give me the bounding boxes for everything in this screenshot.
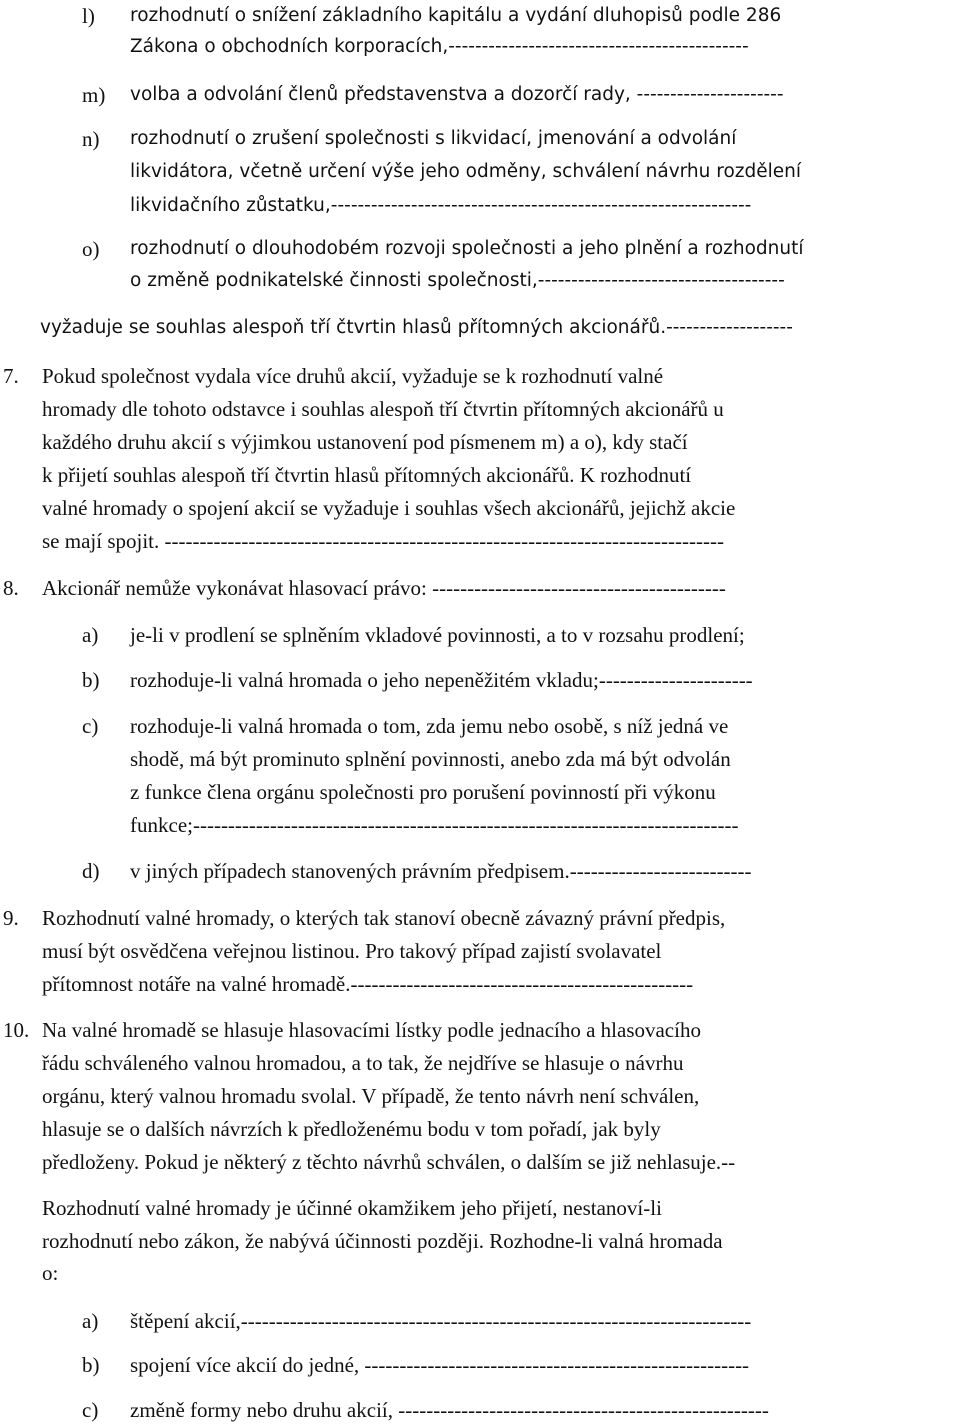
list-item-line: rozhoduje-li valná hromada o tom, zda jemu nebo osobě, s níž jedná ve	[130, 714, 729, 738]
list-item-line: rozhodnutí o dlouhodobém rozvoji společnosti a jeho plnění a rozhodnutí	[130, 238, 804, 259]
paragraph-line: rozhodnutí nebo zákon, že nabývá účinnosti později. Rozhodne-li valná hromada	[42, 1229, 723, 1253]
paragraph-line: řádu schváleného valnou hromadou, a to tak, že nejdříve se hlasuje o návrhu	[42, 1051, 684, 1075]
list-item-line: v jiných případech stanovených právním předpisem.--------------------------	[130, 859, 752, 883]
list-item-line: štěpení akcií,-------------------------------------------------------------------------	[130, 1309, 752, 1333]
list-item-line: je-li v prodlení se splněním vkladové povinnosti, a to v rozsahu prodlení;	[130, 623, 745, 647]
list-marker: c)	[82, 714, 99, 738]
list-item-line: likvidačního zůstatku,---------------------------------------------------------------	[130, 195, 752, 216]
paragraph-line: musí být osvědčena veřejnou listinou. Pro takový případ zajistí svolavatel	[42, 939, 662, 963]
paragraph-line: valné hromady o spojení akcií se vyžaduje i souhlas všech akcionářů, jejichž akcie	[42, 496, 736, 520]
paragraph-line: každého druhu akcií s výjimkou ustanovení pod písmenem m) a o), kdy stačí	[42, 430, 688, 454]
paragraph-heading: Akcionář nemůže vykonávat hlasovací právo: ------------------------------------------	[42, 576, 726, 600]
paragraph-line: hlasuje se o dalších návrzích k předloženému bodu v tom pořadí, jak byly	[42, 1117, 661, 1141]
list-item-line: rozhoduje-li valná hromada o jeho nepeněžitém vkladu;----------------------	[130, 668, 753, 692]
list-marker: l)	[82, 4, 95, 28]
list-item-line: rozhodnutí o zrušení společnosti s likvidací, jmenování a odvolání	[130, 128, 737, 149]
paragraph-line: Rozhodnutí valné hromady, o kterých tak stanoví obecně závazný právní předpis,	[42, 906, 726, 930]
list-item-line: shodě, má být prominuto splnění povinnosti, anebo zda má být odvolán	[130, 747, 731, 771]
paragraph-number: 9.	[3, 906, 19, 930]
paragraph-line: k přijetí souhlas alespoň tří čtvrtin hlasů přítomných akcionářů. K rozhodnutí	[42, 463, 692, 487]
list-marker: b)	[82, 1353, 100, 1377]
paragraph-line: Na valné hromadě se hlasuje hlasovacími lístky podle jednacího a hlasovacího	[42, 1018, 701, 1042]
list-marker: o)	[82, 237, 100, 261]
paragraph-line: Rozhodnutí valné hromady je účinné okamžikem jeho přijetí, nestanoví-li	[42, 1196, 662, 1220]
list-item-line: volba a odvolání členů představenstva a dozorčí rady, ----------------------	[130, 84, 784, 105]
paragraph-line: hromady dle tohoto odstavce i souhlas alespoň tří čtvrtin přítomných akcionářů u	[42, 397, 724, 421]
paragraph-line: o:	[42, 1261, 59, 1285]
paragraph-number: 10.	[3, 1018, 30, 1042]
list-marker: b)	[82, 668, 100, 692]
list-item-line: likvidátora, včetně určení výše jeho odměny, schválení návrhu rozdělení	[130, 161, 801, 182]
paragraph-line: se mají spojit. --------------------------------------------------------------------------------	[42, 529, 724, 553]
list-item-line: rozhodnutí o snížení základního kapitálu a vydání dluhopisů podle 286	[130, 5, 782, 26]
list-item-line: spojení více akcií do jedné, -------------------------------------------------------	[130, 1353, 750, 1377]
paragraph-line: přítomnost notáře na valné hromadě.-------------------------------------------------	[42, 972, 694, 996]
list-marker: d)	[82, 859, 100, 883]
list-marker: c)	[82, 1398, 99, 1422]
paragraph-number: 7.	[3, 364, 19, 388]
paragraph-line: předloženy. Pokud je některý z těchto návrhů schválen, o dalším se již nehlasuje.--	[42, 1150, 736, 1174]
list-item-line: změně formy nebo druhu akcií, -----------------------------------------------------	[130, 1398, 769, 1422]
list-item-line: funkce;------------------------------------------------------------------------------	[130, 813, 739, 837]
list-item-line: Zákona o obchodních korporacích,---------------------------------------------	[130, 36, 749, 57]
paragraph-number: 8.	[3, 576, 19, 600]
list-item-line: z funkce člena orgánu společnosti pro porušení povinností při výkonu	[130, 780, 716, 804]
paragraph-line: Pokud společnost vydala více druhů akcií, vyžaduje se k rozhodnutí valné	[42, 364, 664, 388]
list-marker: a)	[82, 623, 99, 647]
paragraph-line: orgánu, který valnou hromadu svolal. V případě, že tento návrh není schválen,	[42, 1084, 700, 1108]
list-marker: m)	[82, 83, 106, 107]
list-marker: a)	[82, 1309, 99, 1333]
consent-line: vyžaduje se souhlas alespoň tří čtvrtin hlasů přítomných akcionářů.-------------------	[40, 317, 793, 338]
list-item-line: o změně podnikatelské činnosti společnosti,-------------------------------------	[130, 270, 785, 291]
list-marker: n)	[82, 127, 100, 151]
